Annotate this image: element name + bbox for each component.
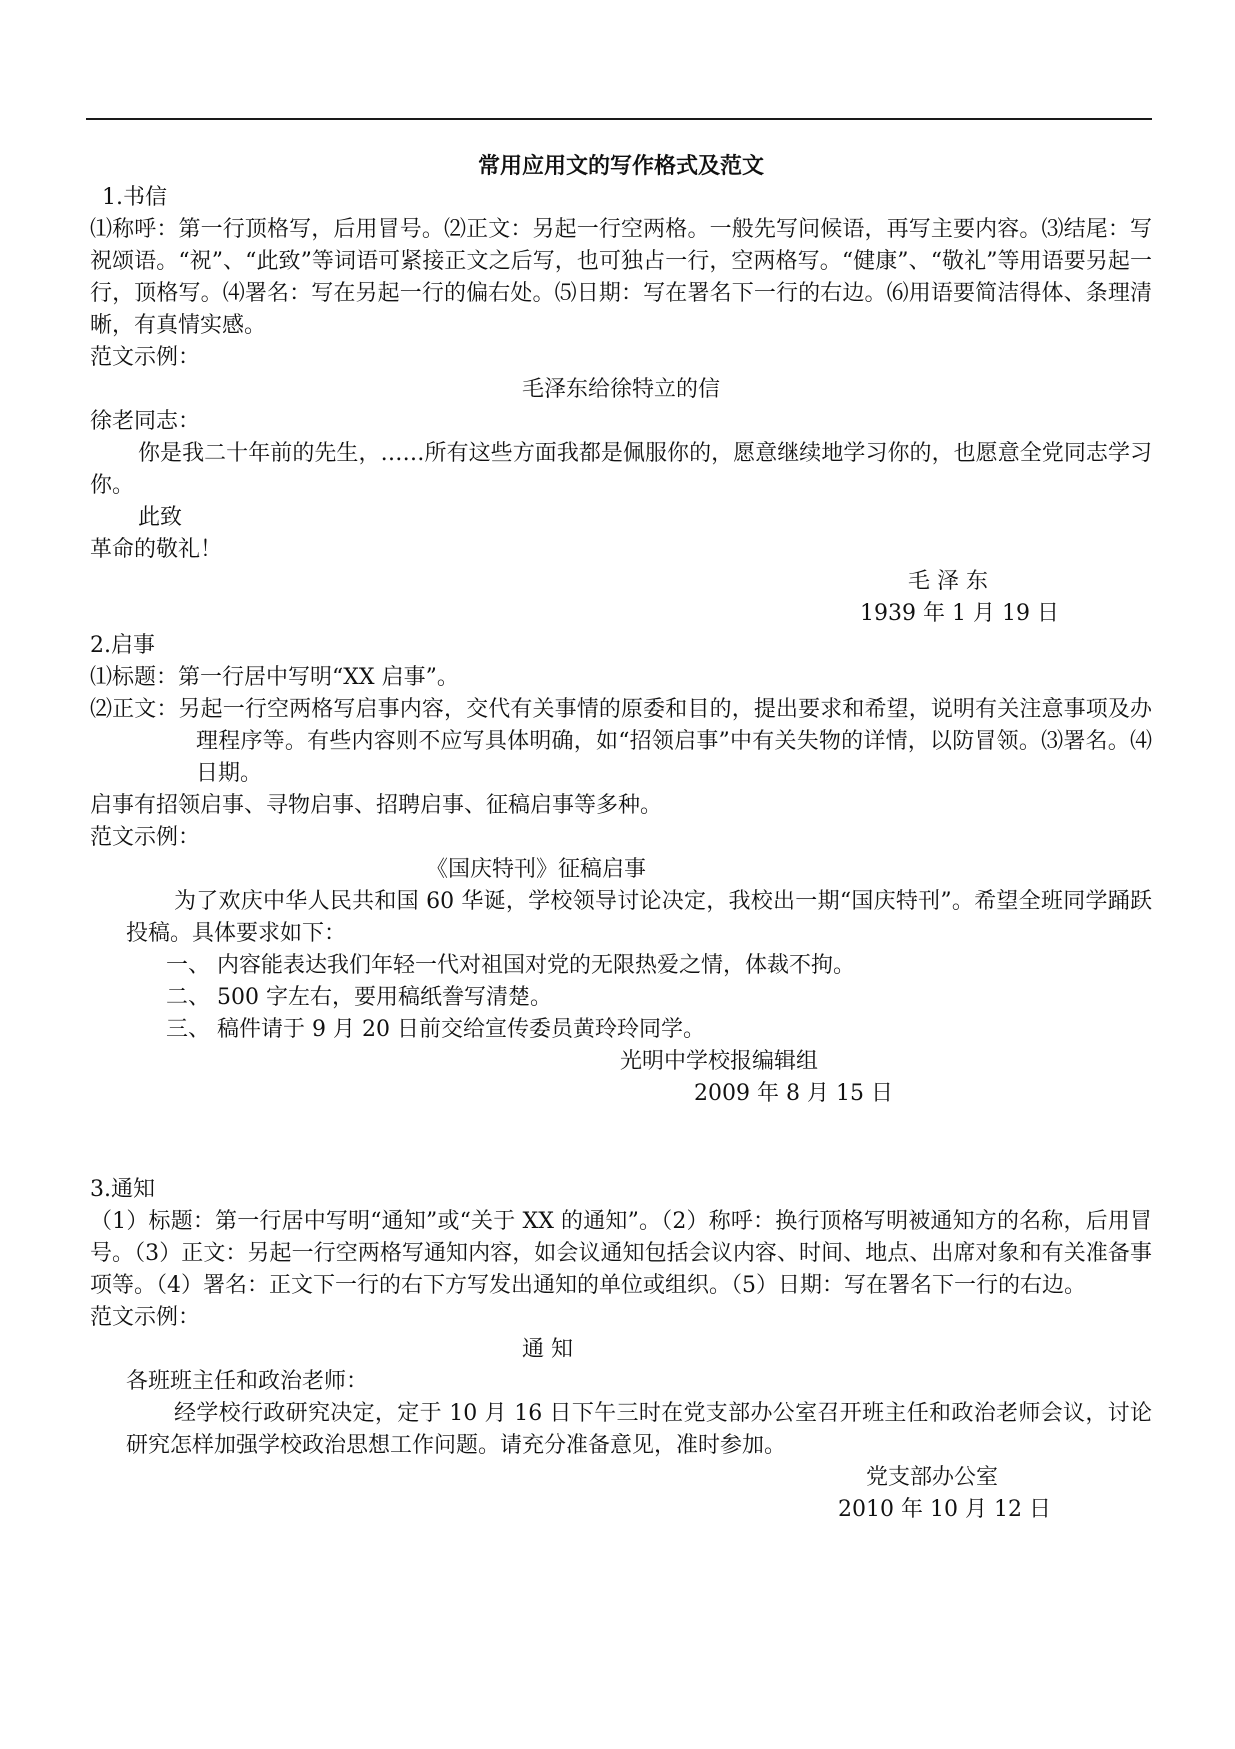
document-title: 常用应用文的写作格式及范文: [477, 153, 764, 179]
section-1-body: ⑴称呼：第一行顶格写，后用冒号。⑵正文：另起一行空两格。一般先写问候语，再写主要内容。⑶结尾：写祝颂语。“祝”、“此致”等词语可紧接正文之后写，也可独占一行，空两格写。“健康”、“敬礼”等用语要另起一行，顶格写。⑷署名：写在另起一行的偏右处。⑸日期：写在署名下一行的右边。⑹用语要简洁得体、条理清晰，有真情实感。: [90, 217, 1152, 338]
section-1-letter-text: 你是我二十年前的先生，……所有这些方面我都是佩服你的，愿意继续地学习你的，也愿意全党同志学习你。: [90, 441, 1152, 498]
section-1-example-label: 范文示例：: [90, 345, 201, 370]
section-2-example-title: 《国庆特刊》征稿启事: [426, 857, 647, 882]
section-2-item-1: ⑴标题：第一行居中写明“XX 启事”。: [90, 665, 459, 690]
section-1-closing-2: 革命的敬礼！: [90, 537, 223, 562]
section-3-salutation: 各班班主任和政治老师：: [126, 1369, 369, 1394]
section-2-example-label: 范文示例：: [90, 825, 201, 850]
section-2-requirement-1: 一、 内容能表达我们年轻一代对祖国对党的无限热爱之情，体裁不拘。: [166, 953, 855, 978]
section-1-salutation: 徐老同志：: [90, 409, 201, 434]
section-3-body: （1）标题：第一行居中写明“通知”或“关于 XX 的通知”。（2）称呼：换行顶格写明被通知方的名称，后用冒号。（3）正文：另起一行空两格写通知内容，如会议通知包括会议内容、时间、地点、出席对象和有关准备事项等。（4）署名：正文下一行的右下方写发出通知的单位或组织。（5）日期：写在署名下一行的右边。: [90, 1209, 1152, 1298]
section-3-heading: 3.通知: [90, 1177, 155, 1202]
section-3-notice-text: 经学校行政研究决定，定于 10 月 16 日下午三时在党支部办公室召开班主任和政治老师会议，讨论研究怎样加强学校政治思想工作问题。请充分准备意见，准时参加。: [126, 1401, 1152, 1458]
document-page: [90, 150, 1152, 1526]
section-1-example-title: 毛泽东给徐特立的信: [521, 377, 720, 402]
section-3-date: 2010 年 10 月 12 日: [838, 1497, 1051, 1522]
section-2-requirement-2: 二、 500 字左右，要用稿纸誊写清楚。: [166, 985, 552, 1010]
section-2-types: 启事有招领启事、寻物启事、招聘启事、征稿启事等多种。: [90, 793, 663, 818]
section-gap: [90, 1110, 1152, 1174]
section-1-closing-1: 此致: [138, 505, 183, 530]
section-1-date: 1939 年 1 月 19 日: [860, 601, 1059, 626]
section-3-signature: 党支部办公室: [866, 1465, 999, 1490]
section-2-signature: 光明中学校报编辑组: [620, 1049, 819, 1074]
section-3-example-title: 通 知: [522, 1337, 573, 1362]
header-rule: [86, 118, 1152, 120]
section-3-example-label: 范文示例：: [90, 1305, 201, 1330]
section-2-item-2: ⑵正文：另起一行空两格写启事内容，交代有关事情的原委和目的，提出要求和希望，说明有关注意事项及办理程序等。有些内容则不应写具体明确，如“招领启事”中有关失物的详情，以防冒领。⑶署名。⑷日期。: [90, 697, 1152, 786]
section-2-requirement-3: 三、 稿件请于 9 月 20 日前交给宣传委员黄玲玲同学。: [166, 1017, 705, 1042]
section-2-heading: 2.启事: [90, 633, 155, 658]
section-2-notice-text: 为了欢庆中华人民共和国 60 华诞，学校领导讨论决定，我校出一期“国庆特刊”。希望全班同学踊跃投稿。具体要求如下：: [126, 889, 1152, 946]
section-2-date: 2009 年 8 月 15 日: [694, 1081, 893, 1106]
section-1-heading: 1.书信: [102, 185, 167, 210]
section-1-signature: 毛 泽 东: [908, 569, 988, 594]
